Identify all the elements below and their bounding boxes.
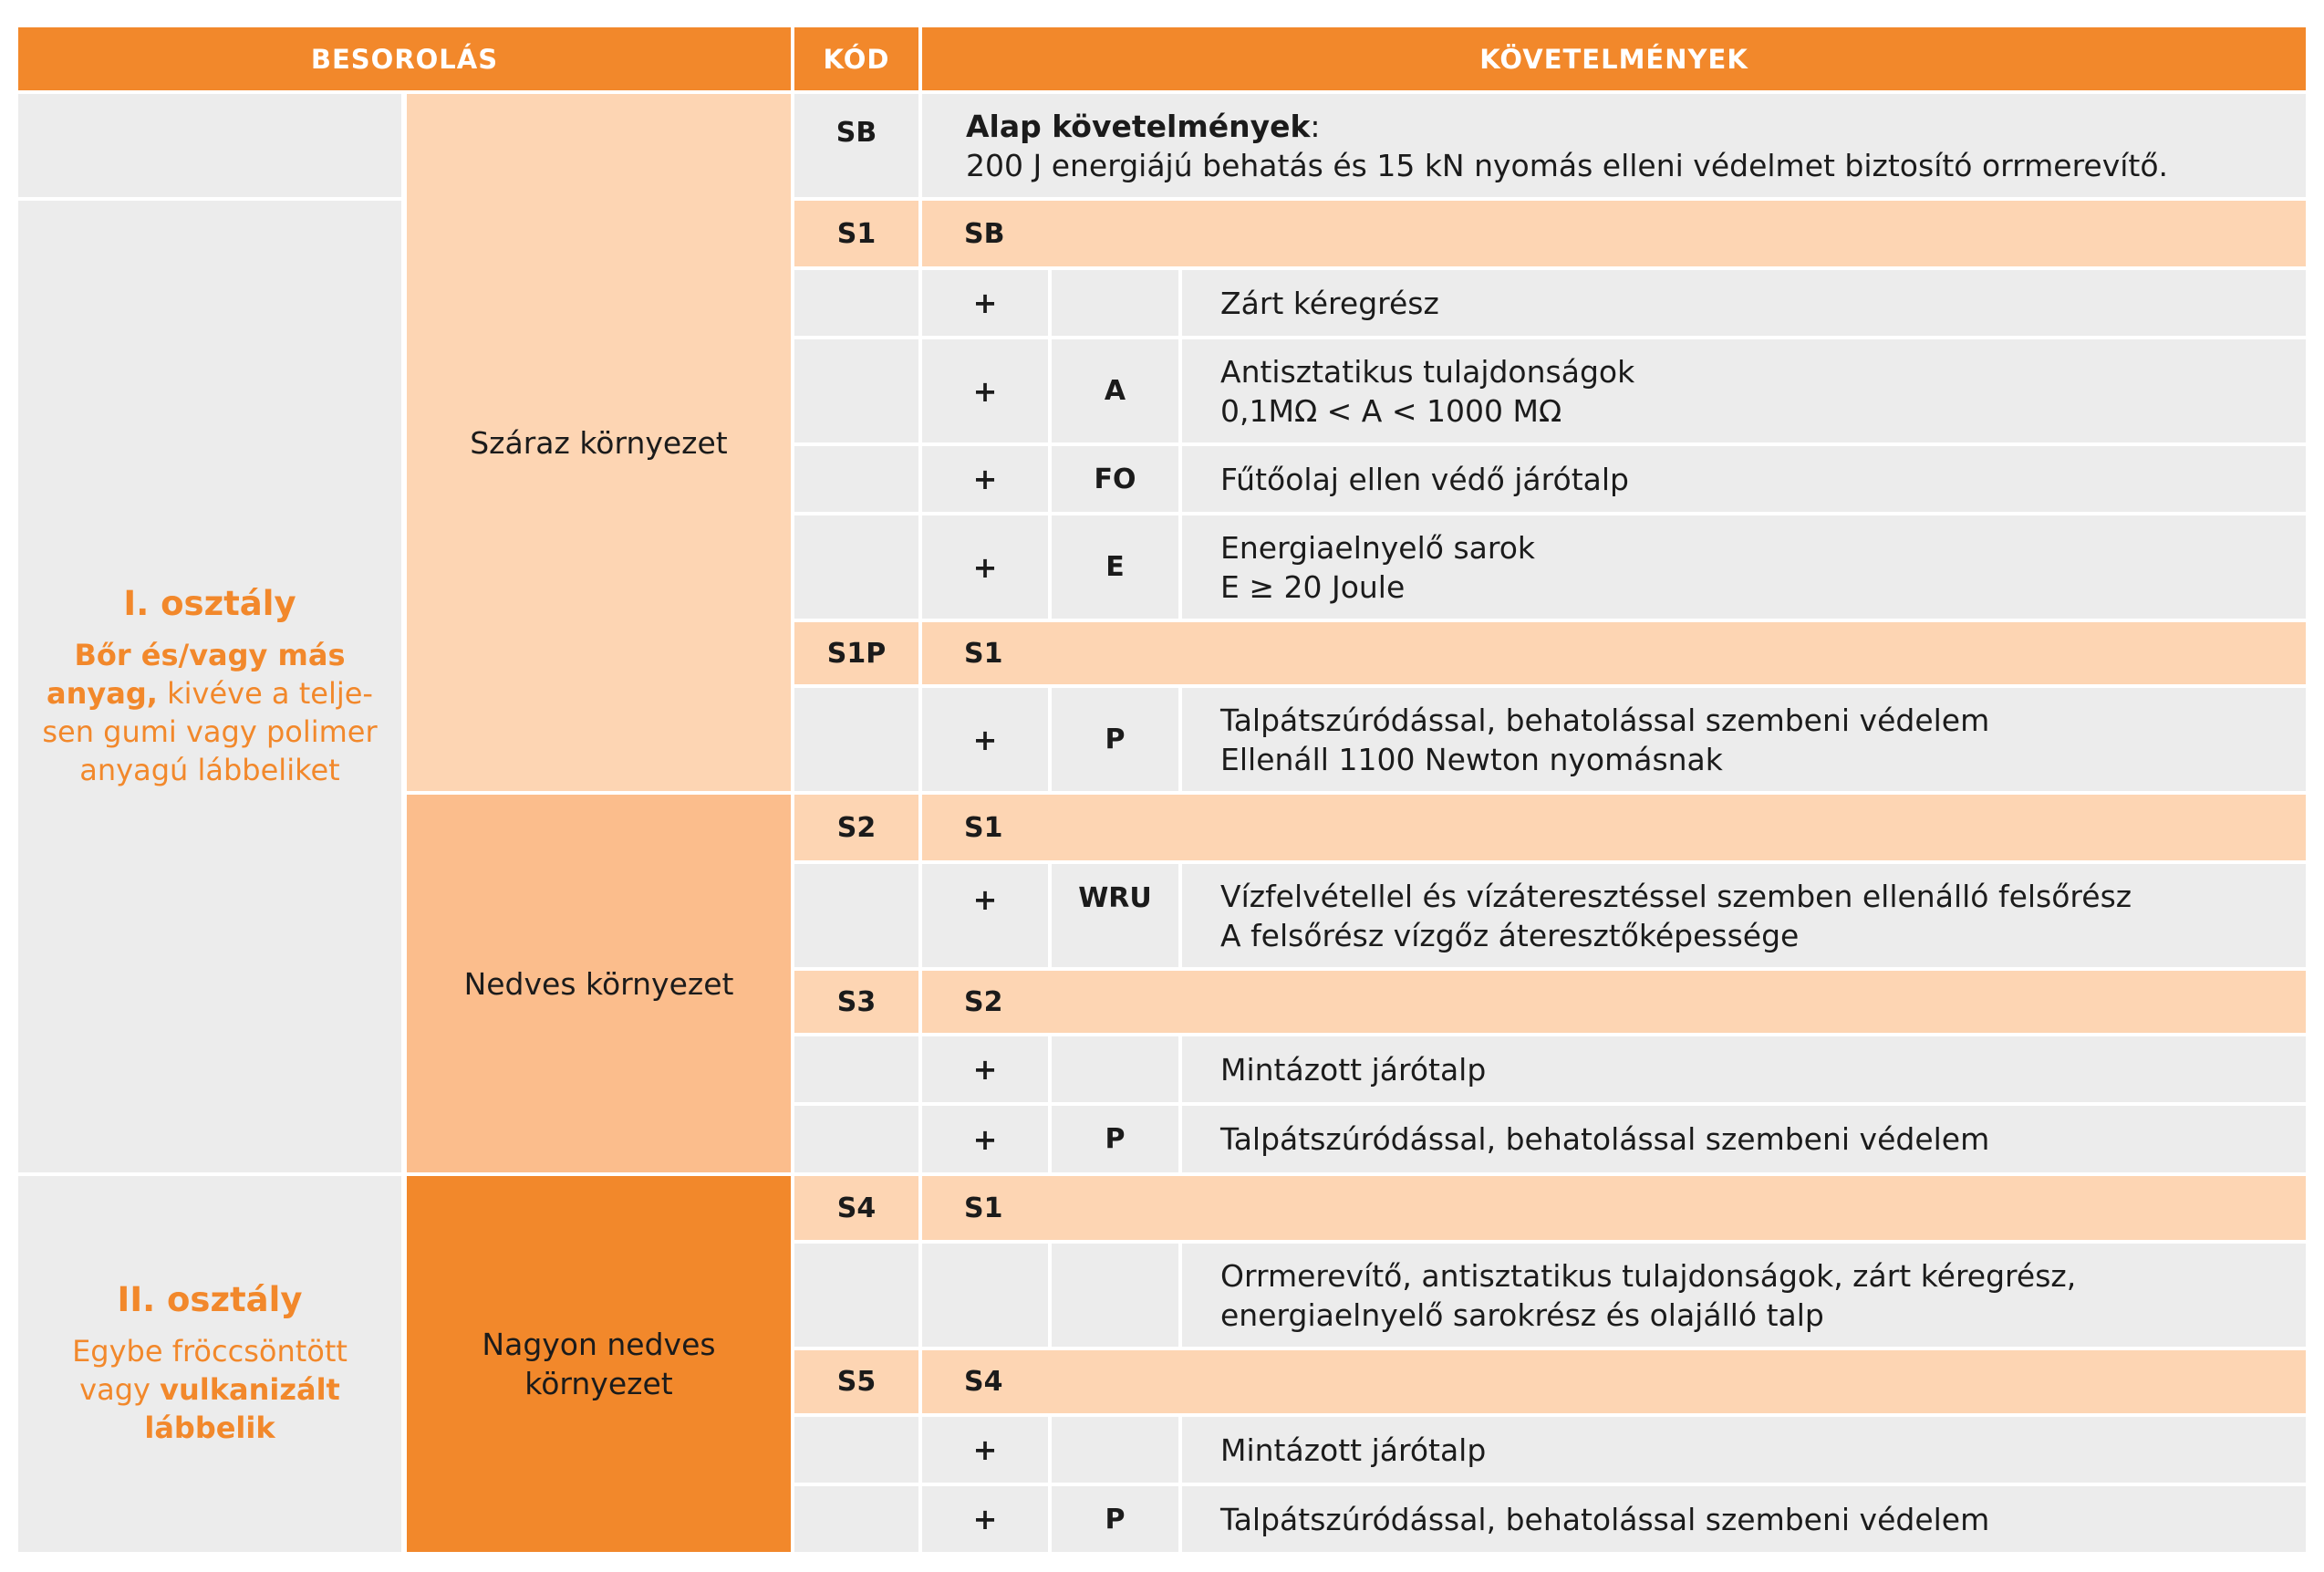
plus-s1-0: + bbox=[922, 270, 1048, 336]
req-s4-0-line-1: Orrmerevítő, antisztatikus tulajdonságok, zárt kéregrész, bbox=[1220, 1257, 2077, 1294]
req-s4-0-line-2: energiaelnyelő sarokrész és olajálló talp bbox=[1220, 1296, 1824, 1333]
req-s1-2-line-1: Fűtőolaj ellen védő járótalp bbox=[1220, 461, 1629, 497]
env-dry-label: Száraz környezet bbox=[470, 424, 728, 461]
plus-s3-0: + bbox=[922, 1036, 1048, 1102]
req-s1-3-line-1: Energiaelnyelő sarok bbox=[1220, 529, 1536, 566]
sub-s1-0 bbox=[1052, 270, 1178, 336]
class-1-line-3: sen gumi vagy polimer bbox=[42, 713, 378, 749]
req-s1-1-line-1: Antisztatikus tulajdonságok bbox=[1220, 353, 1635, 390]
code-s2: S2 bbox=[794, 795, 918, 860]
req-sb-title: Alap követelmények bbox=[966, 108, 1311, 144]
code-s1p: S1P bbox=[794, 622, 918, 684]
code-empty-s1-2 bbox=[794, 446, 918, 512]
req-s2-0-line-2: A felsőrész vízgőz áteresztőképessége bbox=[1220, 917, 1800, 953]
code-sb: SB bbox=[794, 94, 918, 197]
plus-s5-0: + bbox=[922, 1417, 1048, 1483]
plus-s1-2: + bbox=[922, 446, 1048, 512]
code-empty-s2-0 bbox=[794, 864, 918, 967]
class-1-bold-anyag: anyag, bbox=[47, 675, 158, 711]
class-empty-cell bbox=[18, 94, 401, 197]
req-sb bbox=[922, 94, 2306, 197]
env-dry-cell bbox=[407, 94, 791, 791]
env-wet-label: Nedves környezet bbox=[463, 965, 734, 1002]
env-very-wet-cell bbox=[407, 1176, 791, 1552]
req-s3-1-line-1: Talpátszúródással, behatolással szembeni védelem bbox=[1220, 1121, 1990, 1157]
sub-s2-0: WRU bbox=[1052, 864, 1178, 967]
class-2-line-2-pre: vagy bbox=[79, 1372, 150, 1407]
header-kod: KÓD bbox=[794, 27, 918, 90]
plus-s1-1: + bbox=[922, 339, 1048, 442]
sub-s1p-0: P bbox=[1052, 688, 1178, 791]
base-s5: S4 bbox=[922, 1350, 2306, 1413]
class-2-description bbox=[72, 1332, 348, 1447]
req-sb-colon: : bbox=[1310, 108, 1321, 144]
req-s4-0 bbox=[1182, 1244, 2306, 1347]
class-1-line-4: anyagú lábbeliket bbox=[79, 752, 340, 787]
sub-s1-2: FO bbox=[1052, 446, 1178, 512]
env-wet-cell bbox=[407, 795, 791, 1172]
req-s1p-0 bbox=[1182, 688, 2306, 791]
req-s2-0 bbox=[1182, 864, 2306, 967]
code-empty-s5-0 bbox=[794, 1417, 918, 1483]
code-s1: S1 bbox=[794, 201, 918, 266]
req-s5-0 bbox=[1182, 1417, 2306, 1483]
plus-s4-0 bbox=[922, 1244, 1048, 1347]
code-empty-s3-1 bbox=[794, 1106, 918, 1172]
sub-s4-0 bbox=[1052, 1244, 1178, 1347]
req-s2-0-line-1: Vízfelvétellel és vízáteresztéssel szemben ellenálló felsőrész bbox=[1220, 878, 2132, 914]
plus-s1p-0: + bbox=[922, 688, 1048, 791]
base-s1p: S1 bbox=[922, 622, 2306, 684]
sub-s1-3: E bbox=[1052, 515, 1178, 619]
header-kovetelmenyek: KÖVETELMÉNYEK bbox=[922, 27, 2306, 90]
code-empty-s3-0 bbox=[794, 1036, 918, 1102]
req-s5-0-line-1: Mintázott járótalp bbox=[1220, 1431, 1487, 1468]
sub-s1-1: A bbox=[1052, 339, 1178, 442]
class-2-cell bbox=[18, 1176, 401, 1552]
req-sb-text: 200 J energiájú behatás és 15 kN nyomás elleni védelmet biztosító orrmerevítő. bbox=[966, 147, 2169, 183]
req-s3-1 bbox=[1182, 1106, 2306, 1172]
sub-s3-0 bbox=[1052, 1036, 1178, 1102]
req-s1-3-line-2: E ≥ 20 Joule bbox=[1220, 568, 1406, 605]
sub-s5-0 bbox=[1052, 1417, 1178, 1483]
code-s3: S3 bbox=[794, 971, 918, 1033]
env-very-wet-label bbox=[482, 1325, 715, 1403]
req-s1-2 bbox=[1182, 446, 2306, 512]
req-s1p-0-line-2: Ellenáll 1100 Newton nyomásnak bbox=[1220, 741, 1723, 777]
code-empty-s1-3 bbox=[794, 515, 918, 619]
class-2-line-2-bold: vulkanizált bbox=[160, 1372, 340, 1407]
class-2-line-1: Egybe fröccsöntött bbox=[72, 1334, 348, 1369]
code-s4: S4 bbox=[794, 1176, 918, 1240]
plus-s5-1: + bbox=[922, 1486, 1048, 1552]
sub-s5-1: P bbox=[1052, 1486, 1178, 1552]
req-s1-1 bbox=[1182, 339, 2306, 442]
req-s1-1-line-2: 0,1MΩ < A < 1000 MΩ bbox=[1220, 392, 1562, 429]
req-s5-1 bbox=[1182, 1486, 2306, 1552]
req-s1-3 bbox=[1182, 515, 2306, 619]
req-s5-1-line-1: Talpátszúródással, behatolással szembeni védelem bbox=[1220, 1501, 1990, 1537]
plus-s1-3: + bbox=[922, 515, 1048, 619]
env-very-wet-line-2: környezet bbox=[524, 1366, 673, 1401]
req-s1p-0-line-1: Talpátszúródással, behatolással szembeni védelem bbox=[1220, 702, 1990, 738]
class-1-line-2: anyag, kivéve a telje- bbox=[47, 675, 373, 711]
code-empty-s1-0 bbox=[794, 270, 918, 336]
code-empty-s1-1 bbox=[794, 339, 918, 442]
req-s3-0 bbox=[1182, 1036, 2306, 1102]
class-1-description bbox=[42, 636, 377, 789]
plus-s2-0: + bbox=[922, 864, 1048, 967]
class-2-line-3: lábbelik bbox=[144, 1411, 275, 1445]
req-sb-title-line bbox=[966, 107, 2306, 146]
class-1-title: I. osztály bbox=[123, 583, 296, 623]
code-empty-s4-0 bbox=[794, 1244, 918, 1347]
base-s4: S1 bbox=[922, 1176, 2306, 1240]
req-s1-0 bbox=[1182, 270, 2306, 336]
class-2-line-2 bbox=[72, 1370, 348, 1409]
class-2-title: II. osztály bbox=[117, 1280, 303, 1319]
base-s3: S2 bbox=[922, 971, 2306, 1033]
code-empty-s1p-0 bbox=[794, 688, 918, 791]
plus-s3-1: + bbox=[922, 1106, 1048, 1172]
base-s1: SB bbox=[922, 201, 2306, 266]
sub-s3-1: P bbox=[1052, 1106, 1178, 1172]
class-1-line-1: Bőr és/vagy más bbox=[74, 637, 346, 672]
base-s2: S1 bbox=[922, 795, 2306, 860]
req-s3-0-line-1: Mintázott járótalp bbox=[1220, 1051, 1487, 1088]
code-s5: S5 bbox=[794, 1350, 918, 1413]
code-empty-s5-1 bbox=[794, 1486, 918, 1552]
env-very-wet-line-1: Nagyon nedves bbox=[482, 1327, 716, 1362]
header-besorolas: BESOROLÁS bbox=[18, 27, 791, 90]
class-1-cell bbox=[18, 201, 401, 1172]
req-s1-0-line-1: Zárt kéregrész bbox=[1220, 285, 1439, 321]
